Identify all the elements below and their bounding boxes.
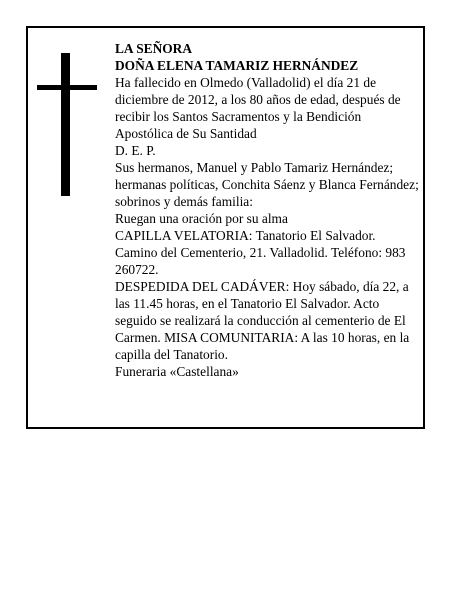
cross-horizontal-bar <box>37 85 97 90</box>
family-list: Sus hermanos, Manuel y Pablo Tamariz Hernández; hermanas políticas, Conchita Sáenz y Blanca Fernández; sobrinos y demás familia: <box>115 160 419 209</box>
dep-line: D. E. P. <box>115 143 156 158</box>
farewell-info: DESPEDIDA DEL CADÁVER: Hoy sábado, día 22, a las 11.45 horas, en el Tanatorio El Salvador. Acto seguido se realizará la conducción al cementerio de El Carmen. MISA COMUNITARIA: A las 10 horas, en la capilla del Tanatorio. <box>115 279 410 362</box>
title-line-1: LA SEÑORA <box>115 41 193 56</box>
obituary-text <box>115 40 420 380</box>
death-statement: Ha fallecido en Olmedo (Valladolid) el día 21 de diciembre de 2012, a los 80 años de edad, después de recibir los Santos Sacramentos y la Bendición Apostólica de Su Santidad <box>115 75 401 141</box>
funeral-home: Funeraria «Castellana» <box>115 364 239 379</box>
chapel-info: CAPILLA VELATORIA: Tanatorio El Salvador. Camino del Cementerio, 21. Valladolid. Teléfono: 983 260722. <box>115 228 406 277</box>
cross-vertical-bar <box>61 53 70 196</box>
prayer-request: Ruegan una oración por su alma <box>115 211 288 226</box>
deceased-name: DOÑA ELENA TAMARIZ HERNÁNDEZ <box>115 58 359 73</box>
